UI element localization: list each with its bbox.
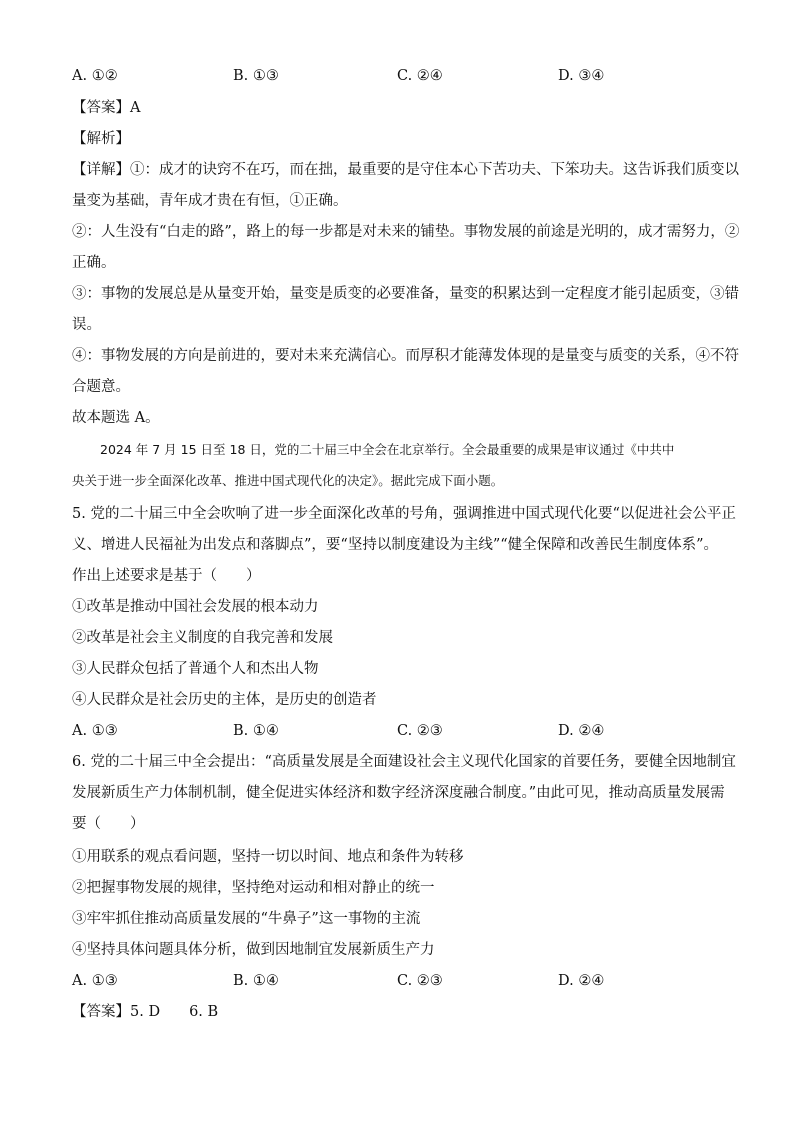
q6-stem-line-2: 发展新质生产力体制机制，健全促进实体经济和数字经济深度融合制度。”由此可见，推动高质量发展需 xyxy=(72,785,725,801)
q4-option-c: C. ②④ xyxy=(397,68,443,84)
q6-item-3: ③牢牢抓住推动高质量发展的“牛鼻子”这一事物的主流 xyxy=(72,911,421,927)
q6-option-c: C. ②③ xyxy=(397,973,443,989)
answers-56-line xyxy=(72,1002,218,1022)
q5-item-1: ①改革是推动中国社会发展的根本动力 xyxy=(72,599,319,615)
q6-stem-line-3: 要（ ） xyxy=(72,816,145,832)
q6-options xyxy=(72,971,672,991)
q4-detail-line-6: 误。 xyxy=(72,317,101,333)
q4-detail-line-7: ④：事物发展的方向是前进的，要对未来充满信心。而厚积才能薄发体现的是量变与质变的关系，④不符 xyxy=(72,348,739,364)
q6-stem-line-1: 6. 党的二十届三中全会提出：“高质量发展是全面建设社会主义现代化国家的首要任务，要健全因地制宜 xyxy=(72,754,736,770)
answers-56-label: 【答案】 xyxy=(72,1004,130,1020)
q4-answer: A xyxy=(130,100,141,116)
q5-item-3: ③人民群众包括了普通个人和杰出人物 xyxy=(72,661,319,677)
q5-option-b: B. ①④ xyxy=(233,723,279,739)
q6-item-4: ④坚持具体问题具体分析，做到因地制宜发展新质生产力 xyxy=(72,942,435,958)
q4-option-d: D. ③④ xyxy=(558,68,605,84)
q5-stem-line-1: 5. 党的二十届三中全会吹响了进一步全面深化改革的号角，强调推进中国式现代化要“以促进社会公平正 xyxy=(72,506,736,522)
q6-item-1: ①用联系的观点看问题，坚持一切以时间、地点和条件为转移 xyxy=(72,849,464,865)
q6-option-d: D. ②④ xyxy=(558,973,605,989)
q4-option-b: B. ①③ xyxy=(233,68,279,84)
material-line-2: 央关于进一步全面深化改革、推进中国式现代化的决定》。据此完成下面小题。 xyxy=(72,473,504,488)
q4-answer-line xyxy=(72,98,140,118)
q4-detail-line-5: ③：事物的发展总是从量变开始，量变是质变的必要准备，量变的积累达到一定程度才能引起质变，③错 xyxy=(72,286,739,302)
q4-detail-line-2: 量变为基础，青年成才贵在有恒，①正确。 xyxy=(72,193,348,209)
detail-label: 【详解】 xyxy=(72,162,130,178)
q5-item-4: ④人民群众是社会历史的主体，是历史的创造者 xyxy=(72,692,377,708)
q5-option-a: A. ①③ xyxy=(72,723,118,739)
q4-detail-line-1 xyxy=(72,160,739,180)
q5-stem-line-2: 义、增进人民福祉为出发点和落脚点”，要“坚持以制度建设为主线”“健全保障和改善民生制度体系”。 xyxy=(72,537,719,553)
q6-item-2: ②把握事物发展的规律，坚持绝对运动和相对静止的统一 xyxy=(72,880,435,896)
q5-option-c: C. ②③ xyxy=(397,723,443,739)
q6-option-b: B. ①④ xyxy=(233,973,279,989)
answers-56-text: 5. D 6. B xyxy=(130,1004,219,1020)
analysis-label: 【解析】 xyxy=(72,131,130,147)
q5-option-d: D. ②④ xyxy=(558,723,605,739)
q4-detail-line-8: 合题意。 xyxy=(72,379,130,395)
q5-item-2: ②改革是社会主义制度的自我完善和发展 xyxy=(72,630,333,646)
q5-stem-line-3: 作出上述要求是基于（ ） xyxy=(72,568,261,584)
q4-detail-line-3: ②：人生没有“白走的路”，路上的每一步都是对未来的铺垫。事物发展的前途是光明的，成才需努力，② xyxy=(72,224,740,240)
q4-options xyxy=(72,66,672,86)
q4-conclusion: 故本题选 A。 xyxy=(72,410,160,426)
q4-option-a: A. ①② xyxy=(72,68,118,84)
material-line-1: 2024 年 7 月 15 日至 18 日，党的二十届三中全会在北京举行。全会最重要的成果是审议通过《中共中 xyxy=(100,442,675,457)
q4-detail-text-1: ①：成才的诀窍不在巧，而在拙，最重要的是守住本心下苦功夫、下笨功夫。这告诉我们质变以 xyxy=(130,162,739,178)
answer-label: 【答案】 xyxy=(72,100,130,116)
q6-option-a: A. ①③ xyxy=(72,973,118,989)
q4-detail-line-4: 正确。 xyxy=(72,255,116,271)
q5-options xyxy=(72,721,672,741)
